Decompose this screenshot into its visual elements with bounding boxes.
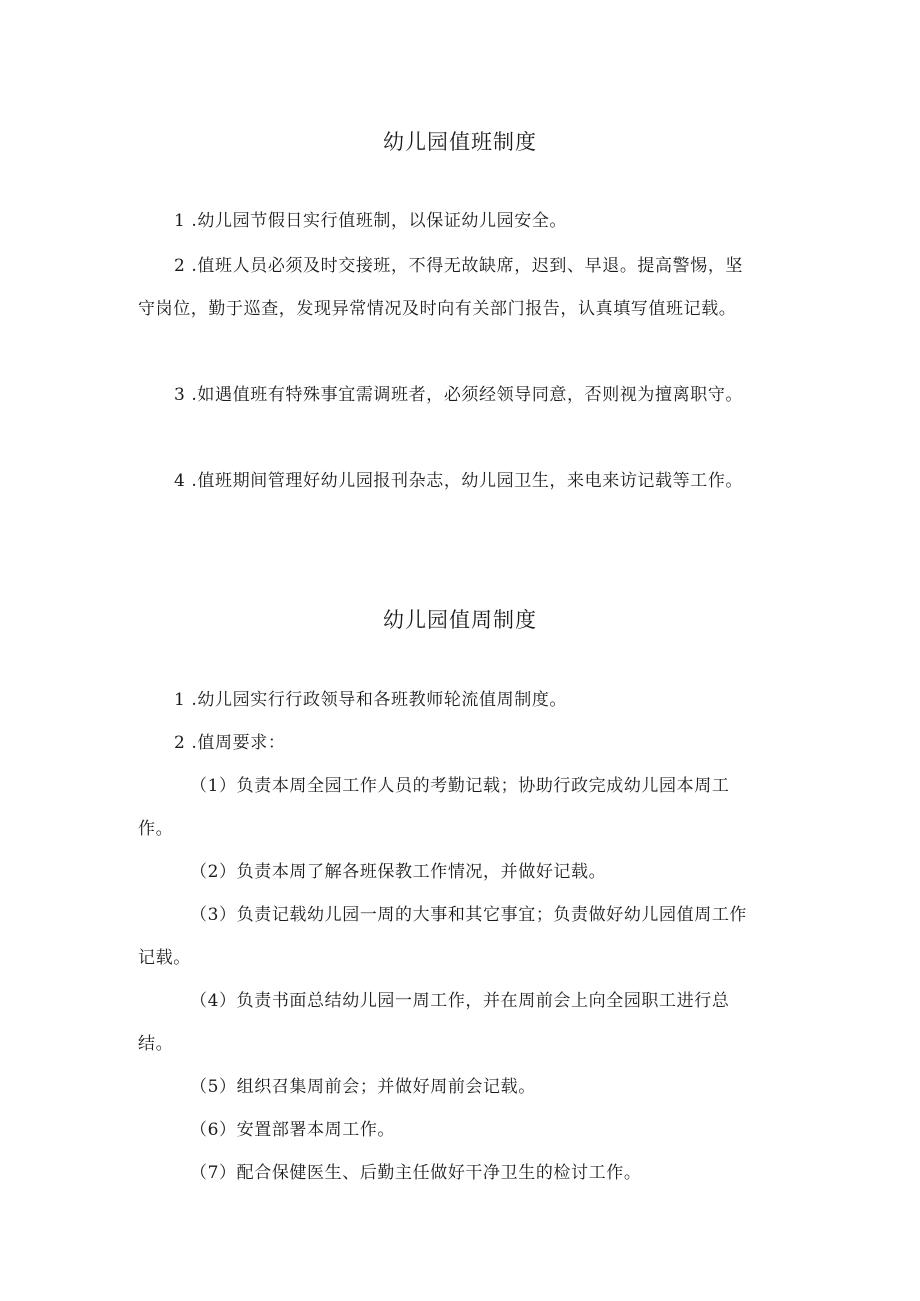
section-2-subitem-4: （4）负责书面总结幼儿园一周工作，并在周前会上向全园职工进行总结。 — [138, 991, 730, 1054]
section-1-item-3: 3 .如遇值班有特殊事宜需调班者，必须经领导同意，否则视为擅离职守。 — [174, 385, 744, 405]
section-1-item-4: 4 .值班期间管理好幼儿园报刊杂志，幼儿园卫生，来电来访记载等工作。 — [174, 471, 744, 491]
section-2-title: 幼儿园值周制度 — [383, 608, 537, 632]
section-2-item-1: 1 .幼儿园实行行政领导和各班教师轮流值周制度。 — [174, 690, 568, 710]
section-1-item-2: 2 .值班人员必须及时交接班，不得无故缺席，迟到、早退。提高警惕，坚守岗位，勤于巡查，发现异常情况及时向有关部门报告，认真填写值班记载。 — [138, 256, 744, 319]
section-2-subitem-2: （2）负责本周了解各班保教工作情况，并做好记载。 — [190, 862, 607, 882]
section-1-title: 幼儿园值班制度 — [383, 130, 537, 154]
section-2-item-2: 2 .值周要求： — [174, 733, 286, 753]
section-2-subitem-6: （6）安置部署本周工作。 — [190, 1120, 396, 1140]
section-2-subitem-7: （7）配合保健医生、后勤主任做好干净卫生的检讨工作。 — [190, 1163, 642, 1183]
section-2-subitem-3: （3）负责记载幼儿园一周的大事和其它事宜；负责做好幼儿园值周工作记载。 — [138, 905, 748, 968]
section-1-item-1: 1 .幼儿园节假日实行值班制，以保证幼儿园安全。 — [174, 211, 568, 231]
section-2-subitem-5: （5）组织召集周前会；并做好周前会记载。 — [190, 1077, 536, 1097]
section-2-subitem-1: （1）负责本周全园工作人员的考勤记载；协助行政完成幼儿园本周工作。 — [138, 776, 730, 839]
